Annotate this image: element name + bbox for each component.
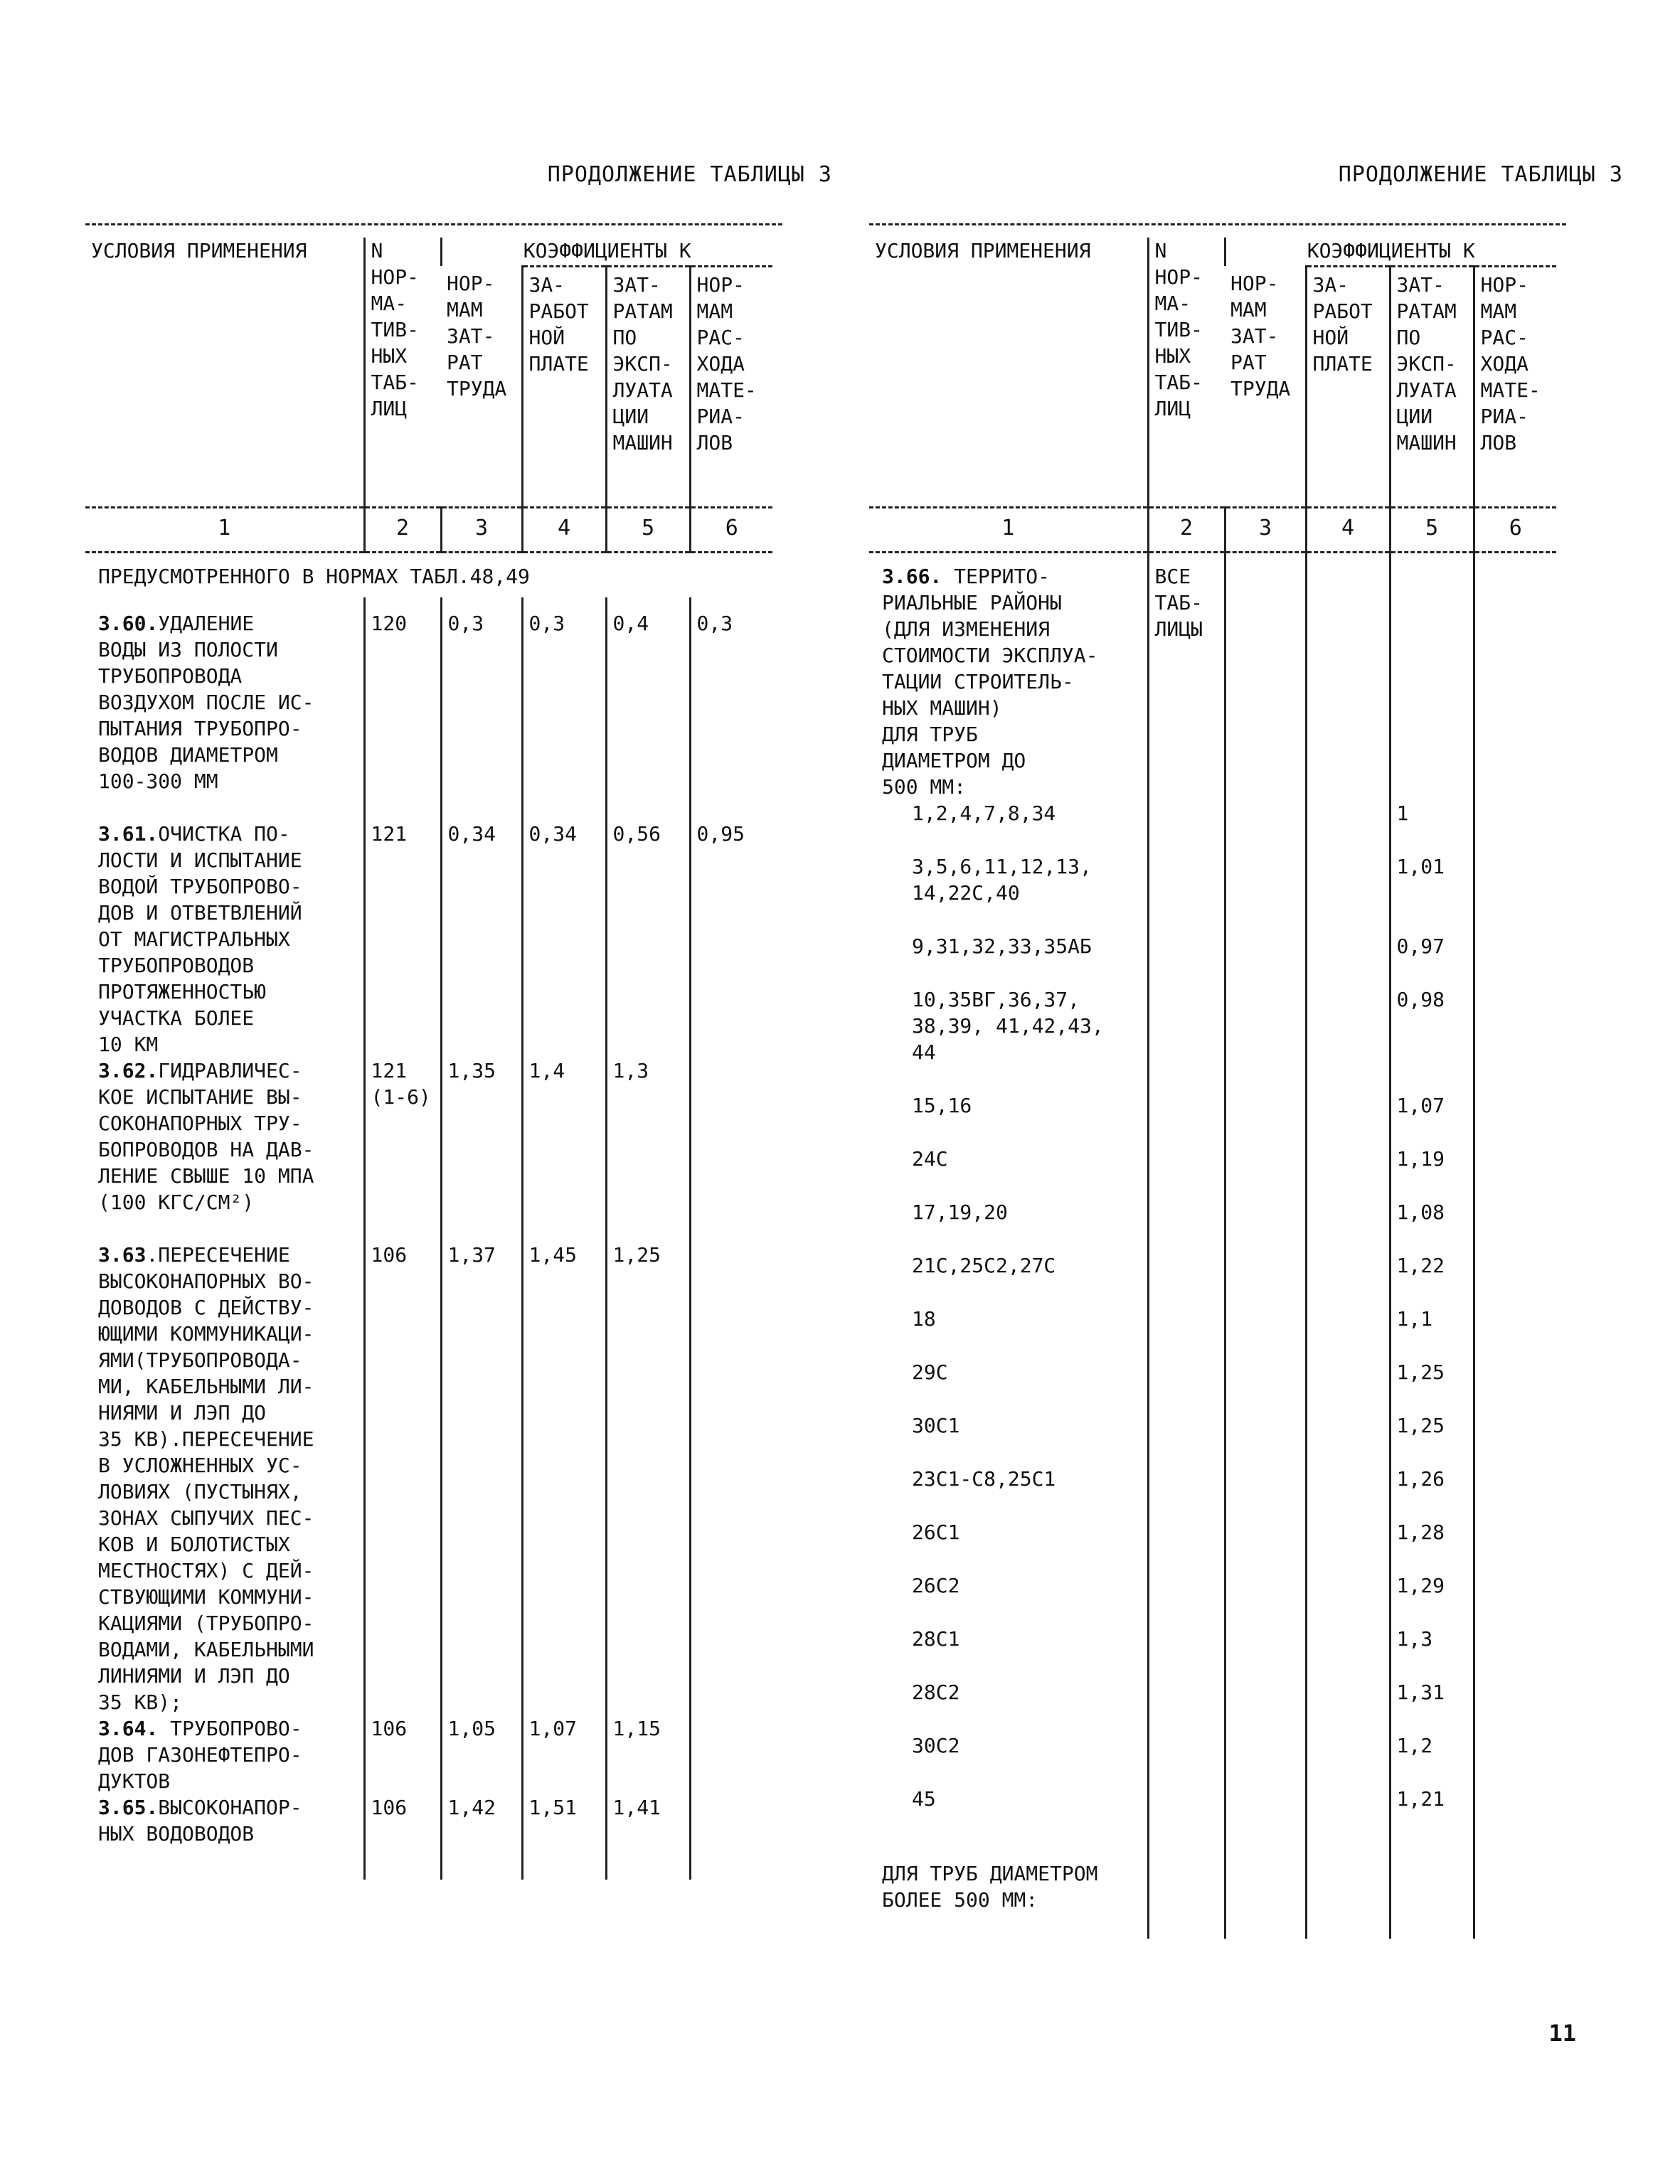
row-conditions: 3.63.ПЕРЕСЕЧЕНИЕ ВЫСОКОНАПОРНЫХ ВО- ДОВОДОВ С ДЕЙСТВУ- ЮЩИМИ КОММУНИКАЦИ- ЯМИ(ТРУБОПРОВОДА- МИ, КАБЕЛЬНЫМИ ЛИ- НИЯМИ И ЛЭП ДО 35 КВ).ПЕРЕСЕЧЕНИЕ В УСЛОЖНЕННЫХ УС- ЛОВИЯХ (ПУСТЫНЯХ, ЗОНАХ СЫПУЧИХ ПЕС- КОВ И БОЛОТИСТЫХ МЕСТНОСТЯХ) С ДЕЙ- СТВУЮЩИМИ КОММУНИ- КАЦИЯМИ (ТРУБОПРО- ВОДАМИ, КАБЕЛЬНЫМИ ЛИНИЯМИ И ЛЭП ДО 35 КВ);	[98, 1242, 314, 1714]
region-k-machines: 1,25	[1390, 1412, 1474, 1466]
region-table-number	[1148, 1412, 1225, 1466]
region-row	[869, 1146, 1556, 1199]
region-k-machines: 1,31	[1390, 1679, 1474, 1732]
header-machines: ЗАТ- РАТАМ ПО ЭКСП- ЛУАТА ЦИИ МАШИН	[1390, 266, 1474, 507]
region-codes: 3,5,6,11,12,13, 14,22С,40	[912, 854, 1092, 905]
region-k-wages	[1306, 986, 1390, 1092]
col-num: 6	[690, 507, 772, 552]
region-k-wages	[1306, 1252, 1390, 1306]
region-table-number	[1148, 1572, 1225, 1626]
header-materials: НОР- МАМ РАС- ХОДА МАТЕ- РИА- ЛОВ	[690, 266, 772, 507]
region-table-number	[1148, 1146, 1225, 1199]
region-codes: 28С1	[912, 1626, 960, 1651]
region-k-labor	[1225, 1786, 1306, 1839]
table-row	[85, 1715, 772, 1794]
region-k-labor	[1225, 1732, 1306, 1786]
region-k-materials	[1474, 1786, 1556, 1839]
col-num: 2	[364, 507, 441, 552]
header-labor: НОР- МАМ ЗАТ- РАТ ТРУДА	[1230, 272, 1291, 400]
region-k-labor	[1225, 1146, 1306, 1199]
table-row	[869, 552, 1556, 800]
row-k-machines: 0,4	[606, 597, 690, 794]
region-k-machines: 1,26	[1390, 1466, 1474, 1519]
region-k-wages	[1306, 1786, 1390, 1839]
column-number-row	[85, 507, 772, 552]
header-materials: НОР- МАМ РАС- ХОДА МАТЕ- РИА- ЛОВ	[1474, 266, 1556, 507]
col-num: 3	[1225, 507, 1306, 552]
region-k-materials	[1474, 853, 1556, 933]
region-table-number	[1148, 1679, 1225, 1732]
region-row	[869, 1199, 1556, 1252]
region-row	[869, 1359, 1556, 1412]
region-k-machines: 0,98	[1390, 986, 1474, 1092]
region-codes: 21С,25С2,27С	[912, 1253, 1056, 1277]
region-k-machines: 1,19	[1390, 1146, 1474, 1199]
row-conditions: 3.65.ВЫСОКОНАПОР- НЫХ ВОДОВОДОВ	[98, 1795, 302, 1845]
region-row	[869, 986, 1556, 1092]
region-k-labor	[1225, 1626, 1306, 1679]
region-codes: 30С2	[912, 1733, 960, 1757]
header-wages: ЗА- РАБОТ НОЙ ПЛАТЕ	[522, 266, 606, 507]
region-k-labor	[1225, 1199, 1306, 1252]
region-k-wages	[1306, 1679, 1390, 1732]
table-caption: ПРОДОЛЖЕНИЕ ТАБЛИЦЫ 3	[547, 162, 832, 187]
row-k-materials	[690, 1058, 772, 1215]
region-k-wages	[1306, 853, 1390, 933]
region-k-machines: 1,01	[1390, 853, 1474, 933]
regions-body	[869, 800, 1556, 1839]
coefficients-table-right	[869, 238, 1556, 1939]
col-num: 4	[1306, 507, 1390, 552]
row-conditions: 3.62.ГИДРАВЛИЧЕС- КОЕ ИСПЫТАНИЕ ВЫ- СОКОНАПОРНЫХ ТРУ- БОПРОВОДОВ НА ДАВ- ЛЕНИЕ СВЫШЕ 10 МПА (100 КГС/СМ²)	[98, 1058, 314, 1214]
region-codes: 28С2	[912, 1680, 960, 1704]
header-table-number: N НОР- МА- ТИВ- НЫХ ТАБ- ЛИЦ	[1148, 238, 1225, 507]
row-k-machines: 1,41	[606, 1794, 690, 1880]
region-k-wages	[1306, 1626, 1390, 1679]
header-conditions: УСЛОВИЯ ПРИМЕНЕНИЯ	[875, 239, 1091, 262]
region-table-number	[1148, 1359, 1225, 1412]
region-k-machines: 1,2	[1390, 1732, 1474, 1786]
region-k-labor	[1225, 1092, 1306, 1146]
row-k-labor: 1,35	[441, 1058, 522, 1215]
region-k-wages	[1306, 1146, 1390, 1199]
table-row	[85, 1794, 772, 1880]
region-k-wages	[1306, 800, 1390, 853]
row-k-labor: 1,05	[441, 1715, 522, 1794]
region-table-number	[1148, 1252, 1225, 1306]
row-table-number: 106	[364, 1215, 441, 1715]
col-num: 6	[1474, 507, 1556, 552]
region-k-materials	[1474, 1519, 1556, 1572]
region-k-wages	[1306, 1519, 1390, 1572]
region-k-labor	[1225, 800, 1306, 853]
row-k-labor: 0,34	[441, 794, 522, 1058]
table-caption: ПРОДОЛЖЕНИЕ ТАБЛИЦЫ 3	[1338, 162, 1623, 187]
region-k-machines: 1,3	[1390, 1626, 1474, 1679]
row-table-number: 121	[364, 794, 441, 1058]
region-codes: 1,2,4,7,8,34	[912, 801, 1056, 825]
region-row	[869, 933, 1556, 986]
region-row	[869, 1412, 1556, 1466]
region-k-materials	[1474, 986, 1556, 1092]
header-wages: ЗА- РАБОТ НОЙ ПЛАТЕ	[1306, 266, 1390, 507]
region-k-wages	[1306, 933, 1390, 986]
row-table-number: 106	[364, 1794, 441, 1880]
header-table-number: N НОР- МА- ТИВ- НЫХ ТАБ- ЛИЦ	[364, 238, 441, 507]
region-row	[869, 1786, 1556, 1839]
region-k-materials	[1474, 1679, 1556, 1732]
row-k-wages: 1,07	[522, 1715, 606, 1794]
col-num: 1	[85, 507, 364, 552]
table-row	[85, 597, 772, 794]
row-k-wages: 0,34	[522, 794, 606, 1058]
row-table-number: 121 (1-6)	[364, 1058, 441, 1215]
region-k-wages	[1306, 1359, 1390, 1412]
region-codes: 18	[912, 1306, 936, 1331]
region-k-materials	[1474, 1626, 1556, 1679]
row-k-materials: 0,3	[690, 597, 772, 794]
span-note-row	[85, 552, 772, 597]
region-k-wages	[1306, 1412, 1390, 1466]
region-k-labor	[1225, 1359, 1306, 1412]
top-rule	[85, 223, 782, 225]
region-row	[869, 1679, 1556, 1732]
region-k-labor	[1225, 986, 1306, 1092]
region-k-labor	[1225, 1572, 1306, 1626]
region-k-labor	[1225, 1306, 1306, 1359]
region-table-number	[1148, 933, 1225, 986]
row-table-number: ВСЕ ТАБ- ЛИЦЫ	[1148, 552, 1225, 800]
region-k-materials	[1474, 1092, 1556, 1146]
region-row	[869, 1092, 1556, 1146]
header-coefficients: КОЭФФИЦИЕНТЫ К	[441, 238, 772, 266]
region-k-labor	[1225, 1466, 1306, 1519]
region-codes: 15,16	[912, 1093, 972, 1117]
region-k-materials	[1474, 800, 1556, 853]
region-k-materials	[1474, 1359, 1556, 1412]
table-row	[85, 1058, 772, 1215]
row-k-wages: 1,51	[522, 1794, 606, 1880]
region-row	[869, 800, 1556, 853]
region-codes: 9,31,32,33,35АБ	[912, 934, 1092, 958]
row-conditions: 3.60.УДАЛЕНИЕ ВОДЫ ИЗ ПОЛОСТИ ТРУБОПРОВОДА ВОЗДУХОМ ПОСЛЕ ИС- ПЫТАНИЯ ТРУБОПРО- ВОДОВ ДИАМЕТРОМ 100-300 ММ	[98, 611, 314, 793]
col-num: 1	[869, 507, 1148, 552]
region-table-number	[1148, 1466, 1225, 1519]
region-k-materials	[1474, 1252, 1556, 1306]
region-table-number	[1148, 1519, 1225, 1572]
region-row	[869, 1732, 1556, 1786]
row-k-materials	[690, 1794, 772, 1880]
row-table-number: 120	[364, 597, 441, 794]
table-row	[85, 1215, 772, 1715]
region-k-machines: 1,08	[1390, 1199, 1474, 1252]
region-k-machines: 1,22	[1390, 1252, 1474, 1306]
region-k-labor	[1225, 1252, 1306, 1306]
region-k-materials	[1474, 1412, 1556, 1466]
region-table-number	[1148, 1199, 1225, 1252]
region-row	[869, 1466, 1556, 1519]
region-k-labor	[1225, 853, 1306, 933]
row-k-machines: 1,3	[606, 1058, 690, 1215]
region-k-machines: 1,21	[1390, 1786, 1474, 1839]
region-k-labor	[1225, 1412, 1306, 1466]
row-conditions: 3.66. ТЕРРИТО- РИАЛЬНЫЕ РАЙОНЫ (ДЛЯ ИЗМЕНЕНИЯ СТОИМОСТИ ЭКСПЛУА- ТАЦИИ СТРОИТЕЛЬ- НЫХ МАШИН) ДЛЯ ТРУБ ДИАМЕТРОМ ДО 500 ММ:	[882, 564, 1098, 799]
col-num: 5	[1390, 507, 1474, 552]
span-note: ПРЕДУСМОТРЕННОГО В НОРМАХ ТАБЛ.48,49	[98, 564, 530, 588]
row-table-number: 106	[364, 1715, 441, 1794]
region-codes: 17,19,20	[912, 1200, 1008, 1224]
region-codes: 10,35ВГ,36,37, 38,39, 41,42,43, 44	[912, 987, 1104, 1064]
region-k-wages	[1306, 1092, 1390, 1146]
header-labor: НОР- МАМ ЗАТ- РАТ ТРУДА	[447, 272, 507, 400]
region-k-machines: 1,29	[1390, 1572, 1474, 1626]
region-k-materials	[1474, 1466, 1556, 1519]
region-k-machines: 1,07	[1390, 1092, 1474, 1146]
region-k-wages	[1306, 1466, 1390, 1519]
region-k-materials	[1474, 1146, 1556, 1199]
table-row	[869, 1839, 1556, 1939]
region-k-labor	[1225, 933, 1306, 986]
row-conditions: 3.64. ТРУБОПРОВО- ДОВ ГАЗОНЕФТЕПРО- ДУКТОВ	[98, 1716, 302, 1793]
row-k-machines: 1,15	[606, 1715, 690, 1794]
region-table-number	[1148, 986, 1225, 1092]
region-k-wages	[1306, 1572, 1390, 1626]
region-k-wages	[1306, 1306, 1390, 1359]
region-k-machines: 1	[1390, 800, 1474, 853]
region-k-labor	[1225, 1679, 1306, 1732]
region-k-materials	[1474, 1306, 1556, 1359]
region-table-number	[1148, 853, 1225, 933]
region-k-machines: 1,25	[1390, 1359, 1474, 1412]
region-k-materials	[1474, 1572, 1556, 1626]
row-tail-conditions: ДЛЯ ТРУБ ДИАМЕТРОМ БОЛЕЕ 500 ММ:	[882, 1861, 1098, 1912]
col-num: 4	[522, 507, 606, 552]
region-row	[869, 1306, 1556, 1359]
region-codes: 23С1-С8,25С1	[912, 1466, 1056, 1491]
region-k-labor	[1225, 1519, 1306, 1572]
table-row	[85, 794, 772, 1058]
top-rule	[869, 223, 1566, 225]
column-number-row	[869, 507, 1556, 552]
region-codes: 24С	[912, 1146, 948, 1171]
region-k-materials	[1474, 1732, 1556, 1786]
region-table-number	[1148, 1786, 1225, 1839]
region-k-materials	[1474, 1199, 1556, 1252]
region-k-machines: 0,97	[1390, 933, 1474, 986]
region-k-wages	[1306, 1199, 1390, 1252]
region-table-number	[1148, 1092, 1225, 1146]
region-codes: 26С2	[912, 1573, 960, 1597]
row-k-labor: 1,37	[441, 1215, 522, 1715]
page-number: 11	[1548, 2020, 1576, 2047]
header-row	[869, 238, 1556, 266]
region-codes: 45	[912, 1786, 936, 1811]
row-k-labor: 1,42	[441, 1794, 522, 1880]
region-table-number	[1148, 1626, 1225, 1679]
region-table-number	[1148, 1732, 1225, 1786]
row-k-labor: 0,3	[441, 597, 522, 794]
region-codes: 26С1	[912, 1520, 960, 1544]
header-row	[85, 238, 772, 266]
col-num: 5	[606, 507, 690, 552]
row-k-wages: 1,4	[522, 1058, 606, 1215]
region-table-number	[1148, 800, 1225, 853]
row-k-materials	[690, 1715, 772, 1794]
col-num: 3	[441, 507, 522, 552]
region-codes: 30С1	[912, 1413, 960, 1437]
coefficients-table-left	[85, 238, 772, 1880]
header-coefficients: КОЭФФИЦИЕНТЫ К	[1225, 238, 1556, 266]
region-codes: 29С	[912, 1360, 948, 1384]
region-table-number	[1148, 1306, 1225, 1359]
region-k-materials	[1474, 933, 1556, 986]
row-k-wages: 0,3	[522, 597, 606, 794]
region-row	[869, 1626, 1556, 1679]
region-row	[869, 1252, 1556, 1306]
row-conditions: 3.61.ОЧИСТКА ПО- ЛОСТИ И ИСПЫТАНИЕ ВОДОЙ ТРУБОПРОВО- ДОВ И ОТВЕТВЛЕНИЙ ОТ МАГИСТРАЛЬНЫХ ТРУБОПРОВОДОВ ПРОТЯЖЕННОСТЬЮ УЧАСТКА БОЛЕЕ 10 КМ	[98, 821, 302, 1056]
col-num: 2	[1148, 507, 1225, 552]
row-k-materials	[690, 1215, 772, 1715]
row-k-machines: 1,25	[606, 1215, 690, 1715]
region-k-machines: 1,1	[1390, 1306, 1474, 1359]
row-k-wages: 1,45	[522, 1215, 606, 1715]
region-row	[869, 1572, 1556, 1626]
row-k-materials: 0,95	[690, 794, 772, 1058]
region-k-wages	[1306, 1732, 1390, 1786]
region-row	[869, 1519, 1556, 1572]
header-machines: ЗАТ- РАТАМ ПО ЭКСП- ЛУАТА ЦИИ МАШИН	[606, 266, 690, 507]
row-k-machines: 0,56	[606, 794, 690, 1058]
region-row	[869, 853, 1556, 933]
region-k-machines: 1,28	[1390, 1519, 1474, 1572]
header-conditions: УСЛОВИЯ ПРИМЕНЕНИЯ	[91, 239, 307, 262]
